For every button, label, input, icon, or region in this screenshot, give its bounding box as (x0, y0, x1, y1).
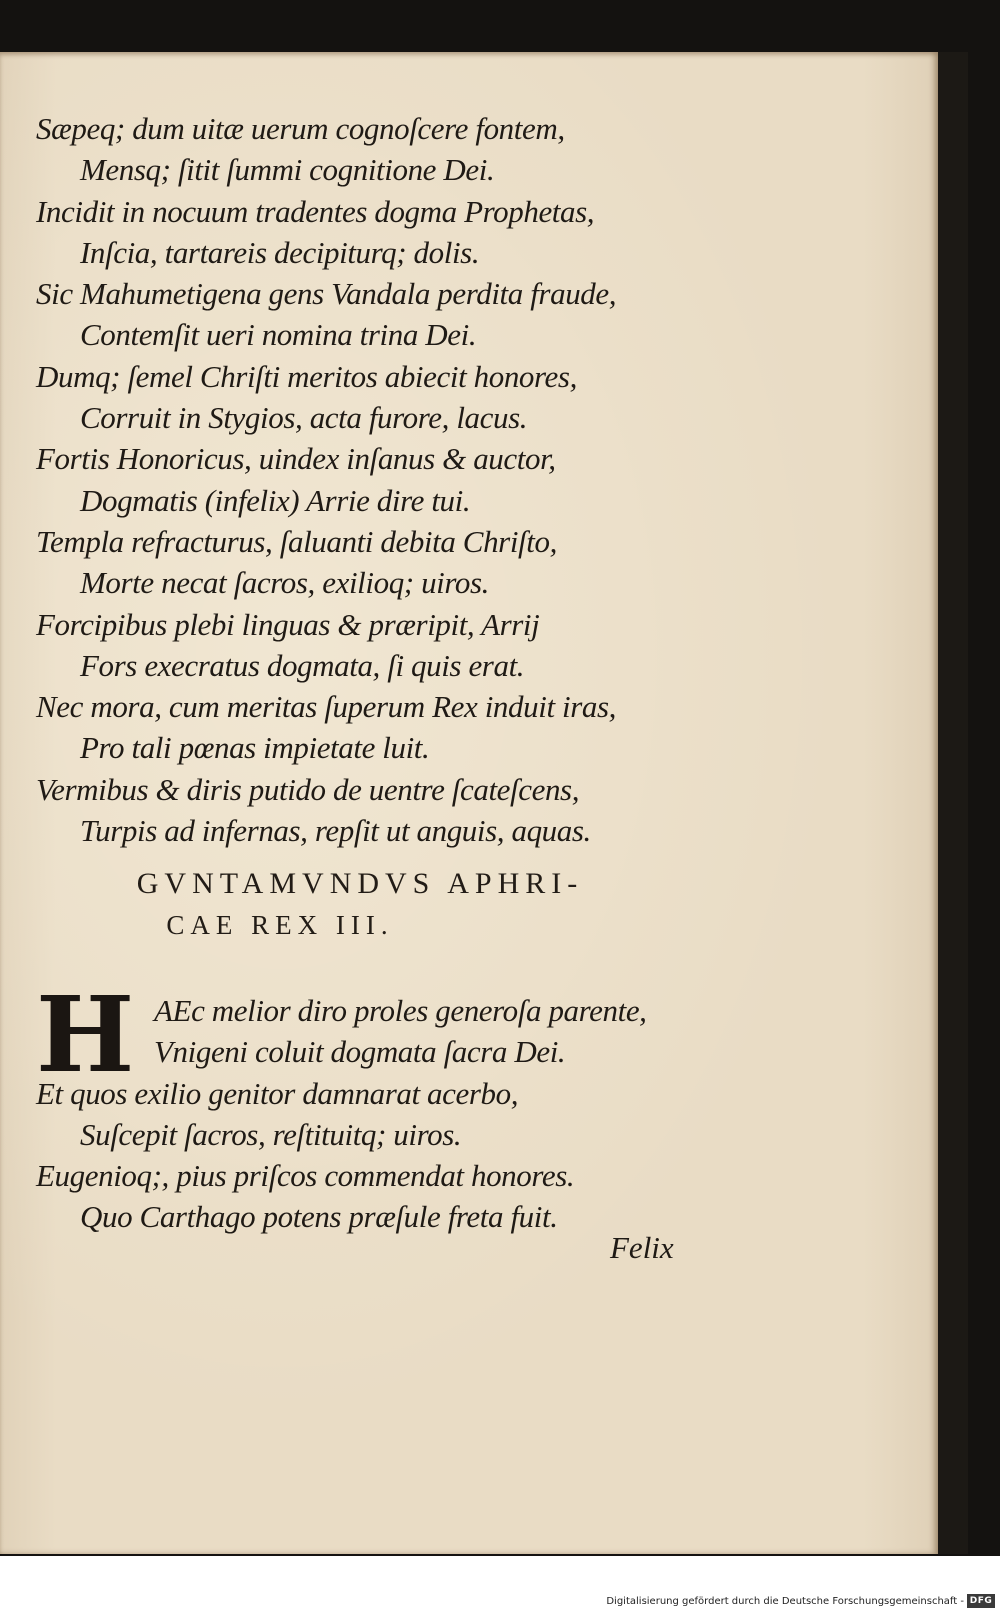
verse-line: Sæpeq; dum uitæ uerum cognoſcere fontem, (36, 111, 565, 146)
verse-line: Pro tali pœnas impietate luit. (80, 730, 430, 766)
section-heading-line-1: GVNTAMVNDVS APHRI- (136, 867, 584, 900)
verse-line: Vermibus & diris putido de uentre ſcateſcens, (36, 771, 580, 807)
verse-line: Morte necat ſacros, exilioq; uiros. (80, 565, 490, 601)
poem-part-two (36, 973, 696, 1238)
verse-line: Contemſit ueri nomina trina Dei. (80, 317, 477, 353)
verse-line: Fortis Honoricus, uindex inſanus & auctor, (36, 441, 556, 477)
verse-line: Inſcia, tartareis decipiturq; dolis. (80, 234, 480, 270)
page-shadow-edge (938, 52, 968, 1554)
poem-part-one (36, 108, 676, 851)
verse-line: Mensq; ſitit ſummi cognitione Dei. (80, 152, 495, 188)
verse-line: Et quos exilio genitor damnarat acerbo, (36, 1075, 519, 1111)
verse-line: Dogmatis (infelix) Arrie dire tui. (80, 482, 471, 518)
verse-line: AEc melior diro proles generoſa parente, (154, 993, 647, 1028)
book-page (0, 52, 938, 1554)
section-heading-line-2: CAE REX III. (166, 910, 394, 940)
verse-line: Dumq; ſemel Chriſti meritos abiecit honores, (36, 358, 577, 394)
drop-capital: H (36, 973, 135, 1096)
dfg-logo: DFG (967, 1594, 995, 1608)
verse-line: Suſcepit ſacros, reſtituitq; uiros. (80, 1116, 462, 1152)
verse-line: Vnigeni coluit dogmata ſacra Dei. (154, 1034, 566, 1070)
funding-notice: Digitalisierung gefördert durch die Deutsche Forschungsgemeinschaft - (606, 1596, 964, 1607)
verse-line: Quo Carthago potens præſule freta fuit. (80, 1199, 558, 1235)
verse-line: Nec mora, cum meritas ſuperum Rex induit iras, (36, 689, 617, 725)
verse-line: Sic Mahumetigena gens Vandala perdita fraude, (36, 276, 617, 312)
verse-line: Eugenioq;, pius priſcos commendat honores. (36, 1158, 575, 1194)
catchword: Felix (610, 1230, 674, 1265)
verse-line: Templa refracturus, ſaluanti debita Chriſto, (36, 523, 557, 559)
verse-line: Turpis ad infernas, repſit ut anguis, aquas. (80, 813, 591, 849)
verse-line: Forcipibus plebi linguas & præripit, Arrij (36, 606, 540, 642)
digitization-footer (0, 1556, 1000, 1615)
verse-line: Corruit in Stygios, acta furore, lacus. (80, 400, 528, 436)
verse-line: Incidit in nocuum tradentes dogma Prophetas, (36, 193, 595, 229)
verse-line: Fors execratus dogmata, ſi quis erat. (80, 647, 525, 683)
